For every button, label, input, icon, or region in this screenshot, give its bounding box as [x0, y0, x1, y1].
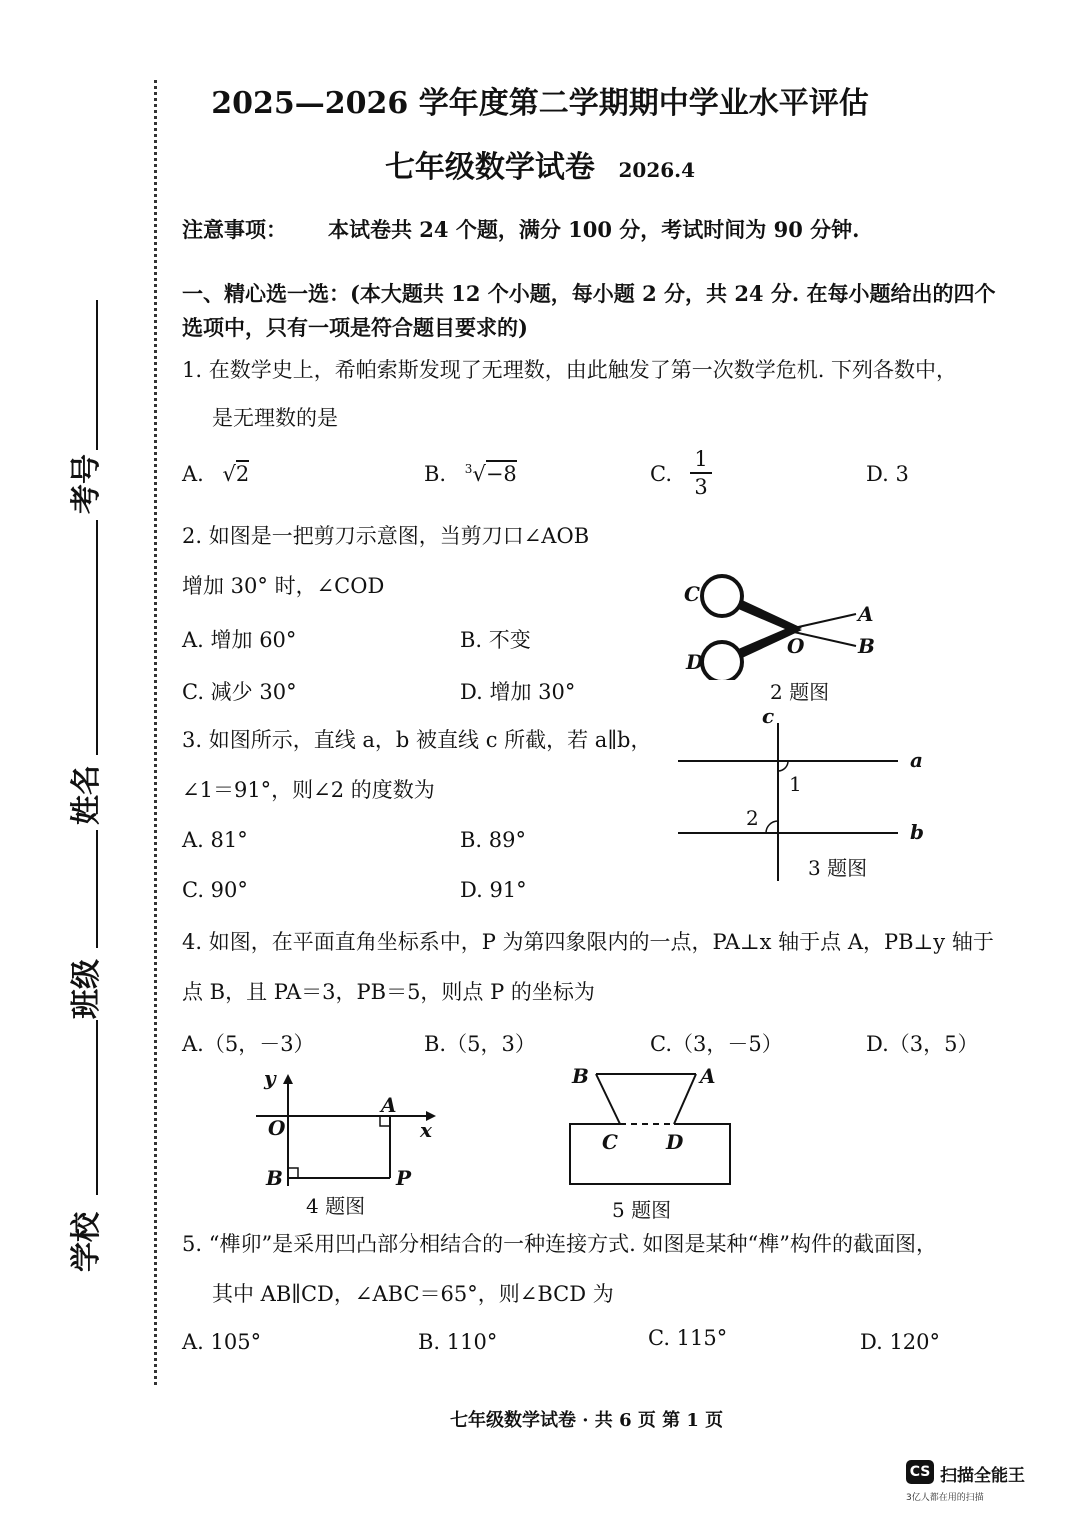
- q2-option-a: A. 增加 60°: [182, 628, 297, 652]
- side-solid-line: [96, 1020, 98, 1195]
- q3-option-b: B. 89°: [460, 828, 527, 852]
- q5-option-b: B. 110°: [418, 1330, 498, 1354]
- q5-fig-label-a: A: [700, 1064, 716, 1088]
- q4-option-b: B.（5，3）: [424, 1032, 536, 1056]
- base-block: [570, 1124, 730, 1184]
- q3-option-d: D. 91°: [460, 878, 527, 902]
- q3-fig-label-2: 2: [746, 806, 759, 830]
- q2-figure-caption: 2 题图: [770, 680, 830, 704]
- segment-ad: [674, 1074, 696, 1124]
- q2-stem-line1: 2. 如图是一把剪刀示意图，当剪刀口∠AOB: [182, 524, 590, 548]
- angle-1-arc: [778, 761, 788, 771]
- side-label-class: 班级: [69, 959, 104, 1019]
- q3-figure-caption: 3 题图: [808, 856, 868, 880]
- q1-option-b-value: −8: [485, 462, 517, 486]
- q1-option-d: D. 3: [866, 462, 909, 486]
- exam-subtitle-row: [0, 142, 1080, 186]
- side-label-exam-no: 考号: [69, 454, 104, 514]
- q4-stem-line2: 点 B，且 PA＝3，PB＝5，则点 P 的坐标为: [182, 980, 595, 1004]
- binding-dotted-line: [154, 80, 157, 1385]
- side-solid-line: [96, 300, 98, 450]
- q5-option-a: A. 105°: [182, 1330, 262, 1354]
- q3-option-a: A. 81°: [182, 828, 248, 852]
- q3-fig-label-c: c: [762, 704, 775, 728]
- q2-fig-label-c: C: [684, 582, 700, 606]
- exam-date: 2026.4: [618, 158, 696, 182]
- scissors-handle-lower: [702, 642, 742, 680]
- q3-stem-line2: ∠1＝91°，则∠2 的度数为: [182, 778, 435, 802]
- q1-option-a-label: A.: [182, 462, 204, 486]
- exam-subtitle: 七年级数学试卷: [384, 150, 595, 185]
- q3-parallel-lines-figure: [670, 715, 910, 885]
- scissors-ray-oa: [785, 614, 856, 630]
- scanner-logo-badge: CS: [906, 1460, 934, 1484]
- q1-option-c-label: C.: [650, 462, 672, 486]
- q4-option-c: C.（3，－5）: [650, 1032, 783, 1056]
- q1-option-a: [182, 462, 249, 486]
- side-solid-line: [96, 830, 98, 948]
- q2-fig-label-a: A: [858, 602, 874, 626]
- q4-option-d: D.（3，5）: [866, 1032, 979, 1056]
- q2-stem-line2: 增加 30° 时，∠COD: [182, 574, 385, 598]
- q1-option-a-value: 2: [235, 462, 250, 486]
- segment-bc: [596, 1074, 620, 1124]
- exam-title: 2025—2026 学年度第二学期期中学业水平评估: [211, 86, 869, 121]
- q1-stem-line2: 是无理数的是: [212, 406, 338, 430]
- q3-stem-line1: 3. 如图所示，直线 a，b 被直线 c 所截，若 a∥b，: [182, 728, 652, 752]
- q4-fig-label-p: P: [396, 1166, 412, 1190]
- q1-stem-line1: 1. 在数学史上，希帕索斯发现了无理数，由此触发了第一次数学危机. 下列各数中，: [182, 358, 958, 382]
- q2-option-d: D. 增加 30°: [460, 680, 576, 704]
- scanner-logo-name: 扫描全能王: [940, 1466, 1025, 1486]
- right-angle-mark-a: [380, 1116, 390, 1126]
- side-label-name: 姓名: [69, 765, 104, 825]
- q5-option-c: C. 115°: [648, 1326, 728, 1350]
- section1-header-line2: 选项中，只有一项是符合题目要求的): [182, 315, 528, 340]
- q4-fig-label-x: x: [420, 1118, 432, 1142]
- q3-fig-label-b: b: [910, 820, 924, 844]
- q3-option-c: C. 90°: [182, 878, 248, 902]
- y-axis-arrow: [283, 1074, 293, 1084]
- q5-stem-line1: 5. “榫卯”是采用凹凸部分相结合的一种连接方式. 如图是某种“榫”构件的截面图，: [182, 1232, 938, 1256]
- fraction-denominator: 3: [694, 475, 708, 499]
- section1-header-line1: 一、精心选一选：(本大题共 12 个小题，每小题 2 分，共 24 分. 在每小题给出的四个: [182, 281, 996, 306]
- q2-fig-label-d: D: [686, 650, 704, 674]
- q3-fig-label-a: a: [910, 748, 923, 772]
- cbrt-sign: √: [472, 462, 486, 486]
- scanner-logo-tagline: 3亿人都在用的扫描: [906, 1493, 984, 1503]
- q1-option-c: [650, 462, 672, 486]
- side-solid-line: [96, 520, 98, 755]
- q4-option-a: A.（5，－3）: [182, 1032, 315, 1056]
- sqrt-sign: √: [222, 462, 236, 486]
- notice-label: 注意事项：: [182, 217, 287, 242]
- q4-figure-caption: 4 题图: [306, 1194, 366, 1218]
- q4-fig-label-b: B: [266, 1166, 283, 1190]
- q4-fig-label-a: A: [381, 1093, 397, 1117]
- q4-stem-line1: 4. 如图，在平面直角坐标系中，P 为第四象限内的一点，PA⊥x 轴于点 A，PB⊥y 轴于: [182, 930, 994, 954]
- page-footer: 七年级数学试卷 · 共 6 页 第 1 页: [450, 1410, 724, 1431]
- scissors-handle-upper: [702, 576, 742, 616]
- side-label-school: 学校: [69, 1212, 104, 1272]
- q5-fig-label-c: C: [602, 1130, 618, 1154]
- q3-fig-label-1: 1: [789, 772, 802, 796]
- q5-stem-line2: 其中 AB∥CD，∠ABC＝65°，则∠BCD 为: [212, 1282, 614, 1306]
- q5-option-d: D. 120°: [860, 1330, 941, 1354]
- right-angle-mark-b: [288, 1168, 298, 1178]
- angle-2-arc: [766, 821, 778, 833]
- q2-option-c: C. 减少 30°: [182, 680, 297, 704]
- q1-option-b-index: 3: [464, 462, 473, 476]
- fraction-numerator: 1: [690, 446, 712, 474]
- q4-fig-label-o: O: [268, 1116, 286, 1140]
- q4-fig-label-y: y: [264, 1066, 276, 1090]
- q1-option-b-label: B.: [424, 462, 447, 486]
- q5-fig-label-b: B: [572, 1064, 589, 1088]
- q5-figure-caption: 5 题图: [612, 1198, 672, 1222]
- q5-fig-label-d: D: [666, 1130, 684, 1154]
- q1-option-b: [424, 462, 517, 486]
- q2-fig-label-b: B: [858, 634, 875, 658]
- q1-option-c-fraction: [690, 446, 712, 500]
- notice-text: 本试卷共 24 个题，满分 100 分，考试时间为 90 分钟.: [328, 217, 860, 242]
- q2-fig-label-o: O: [787, 634, 805, 658]
- q2-option-b: B. 不变: [460, 628, 531, 652]
